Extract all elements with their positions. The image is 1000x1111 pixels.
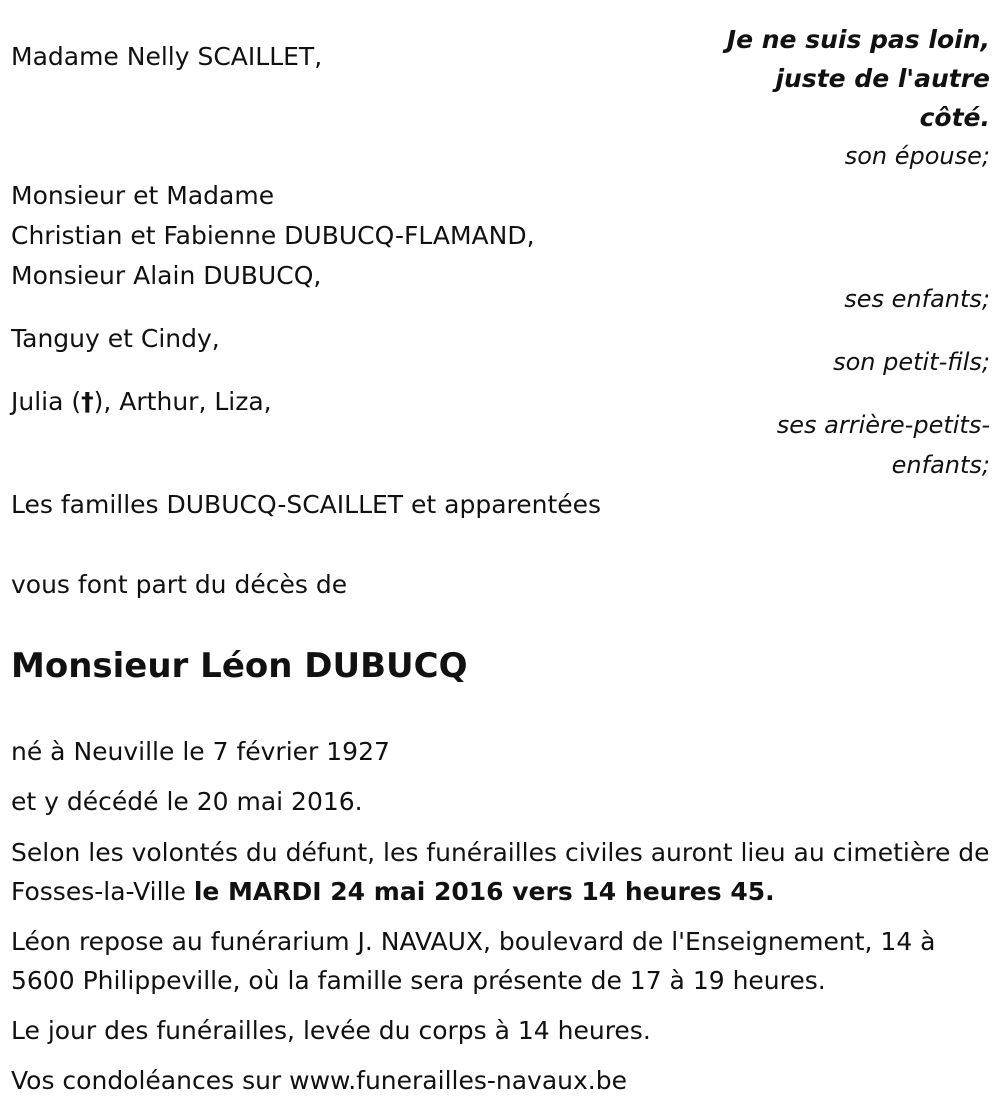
great-grandchildren-text-before: Julia ( (11, 387, 82, 416)
families-line: Les familles DUBUCQ-SCAILLET et apparentées (11, 490, 602, 519)
great-grandchildren-names (11, 382, 272, 421)
departure-line: Le jour des funérailles, levée du corps à 14 heures. (11, 1016, 651, 1045)
announcement: vous font part du décès de (11, 570, 348, 599)
funeral-intro: Selon les volontés du défunt, les funérailles civiles auront lieu au cimetière de Fosses-la-Ville (11, 838, 990, 906)
children-line-2: Christian et Fabienne DUBUCQ-FLAMAND, (11, 221, 535, 250)
great-grandchildren-relation-2: enfants; (891, 451, 990, 479)
quote-line-2: juste de l'autre (775, 64, 990, 93)
grandchild-relation: son petit-fils; (833, 348, 990, 376)
death-line: et y décédé le 20 mai 2016. (11, 787, 363, 816)
cross-icon: † (81, 387, 94, 416)
deceased-name: Monsieur Léon DUBUCQ (11, 646, 468, 686)
children-relation: ses enfants; (844, 285, 990, 313)
children-line-3: Monsieur Alain DUBUCQ, (11, 261, 322, 290)
grandchild-name: Tanguy et Cindy, (11, 324, 220, 353)
great-grandchildren-relation-1: ses arrière-petits- (776, 411, 990, 439)
spouse-name: Madame Nelly SCAILLET, (11, 42, 323, 71)
quote-line-1: Je ne suis pas loin, (726, 25, 990, 54)
birth-line: né à Neuville le 7 février 1927 (11, 737, 390, 766)
funeral-paragraph (11, 833, 996, 911)
rest-paragraph: Léon repose au funérarium J. NAVAUX, boulevard de l'Enseignement, 14 à 5600 Philippeville, où la famille sera présente de 17 à 19 heures. (11, 927, 936, 995)
spouse-relation: son épouse; (844, 142, 990, 170)
great-grandchildren-text-after: ), Arthur, Liza, (93, 387, 272, 416)
quote-line-3: côté. (919, 103, 990, 132)
funeral-date: le MARDI 24 mai 2016 vers 14 heures 45. (193, 877, 775, 906)
children-line-1: Monsieur et Madame (11, 181, 275, 210)
condolences-line: Vos condoléances sur www.funerailles-navaux.be (11, 1066, 628, 1095)
